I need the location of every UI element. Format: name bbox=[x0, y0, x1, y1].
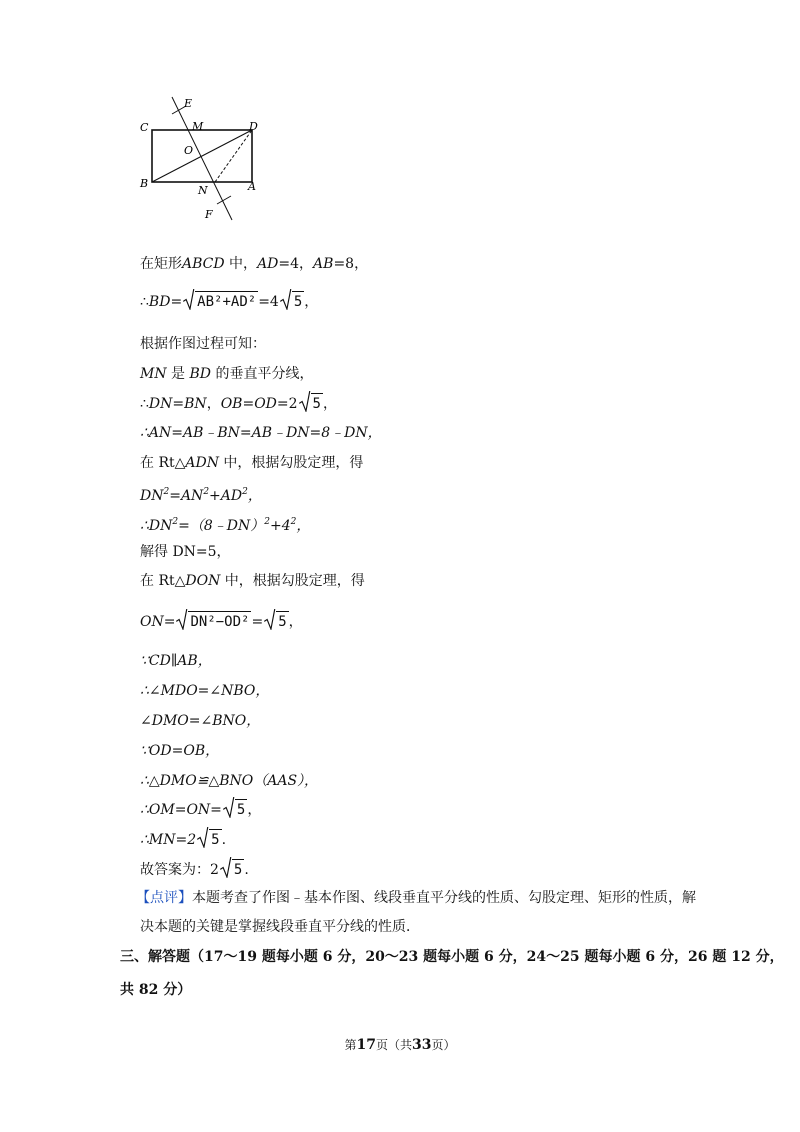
label-e: E bbox=[184, 97, 193, 110]
solution-line-19: ∴MN=2 5 . bbox=[140, 829, 226, 850]
label-a: A bbox=[248, 180, 256, 193]
solution-line-17: ∴△DMO≌△BNO（AAS）， bbox=[140, 773, 319, 789]
comment-line-2: 决本题的关键是掌握线段垂直平分线的性质． bbox=[140, 919, 420, 935]
radical-5: 5 bbox=[197, 829, 221, 850]
radical-sign-icon bbox=[299, 391, 311, 412]
label-d: D bbox=[249, 120, 258, 133]
solution-line-13: ∵CD∥AB， bbox=[140, 653, 212, 669]
radical-dn-od: DN²−OD² bbox=[176, 611, 251, 632]
solution-line-14: ∴∠MDO=∠NBO， bbox=[140, 683, 270, 699]
radical-sign-icon bbox=[220, 857, 232, 878]
radical-sign-icon bbox=[280, 289, 292, 310]
label-m: M bbox=[192, 120, 204, 133]
section-heading-line-1: 三、解答题（17～19 题每小题 6 分，20～23 题每小题 6 分，24～25 题每小题 6 分，26 题 12 分， bbox=[120, 949, 784, 965]
solution-line-4: MN 是 BD 的垂直平分线， bbox=[140, 366, 314, 382]
label-b: B bbox=[140, 177, 149, 190]
radical-5: 5 bbox=[299, 393, 323, 414]
solution-line-18: ∴OM=ON= 5 ， bbox=[140, 799, 261, 820]
total-pages: 33 bbox=[412, 1037, 432, 1053]
comment-line-1: 【点评】本题考查了作图﹣基本作图、线段垂直平分线的性质、勾股定理、矩形的性质，解 bbox=[136, 890, 696, 906]
label-n: N bbox=[198, 184, 208, 197]
radical-sign-icon bbox=[176, 609, 188, 630]
section-heading-line-2: 共 82 分） bbox=[120, 982, 192, 998]
solution-line-11: 在 Rt△DON 中，根据勾股定理，得 bbox=[140, 573, 365, 589]
solution-line-3: 根据作图过程可知： bbox=[140, 336, 266, 352]
page-footer: 第17页（共33页） bbox=[344, 1037, 456, 1053]
label-f: F bbox=[205, 208, 213, 221]
label-o: O bbox=[184, 144, 194, 157]
diagonal-bd bbox=[152, 130, 252, 182]
label-c: C bbox=[140, 121, 149, 134]
radical-ab-ad: AB²+AD² bbox=[183, 291, 258, 312]
radical-sign-icon bbox=[183, 289, 195, 310]
solution-line-2: ∴BD= AB²+AD² =4 5 ， bbox=[140, 291, 318, 312]
solution-line-1: 在矩形ABCD 中，AD=4，AB=8， bbox=[140, 256, 369, 272]
radical-5: 5 bbox=[280, 291, 304, 312]
radical-5: 5 bbox=[223, 799, 247, 820]
page-number: 17 bbox=[356, 1037, 376, 1053]
solution-line-15: ∠DMO=∠BNO， bbox=[140, 713, 261, 729]
radical-5: 5 bbox=[264, 611, 288, 632]
line-ef bbox=[172, 97, 232, 220]
radical-sign-icon bbox=[223, 797, 235, 818]
solution-line-16: ∵OD=OB， bbox=[140, 743, 220, 759]
solution-line-9: $\therefore DN^2=(8﹣DN)^2+4^2$， bbox=[140, 517, 311, 534]
radical-sign-icon bbox=[264, 609, 276, 630]
solution-line-20: 故答案为：2 5 . bbox=[140, 859, 249, 880]
radical-sign-icon bbox=[197, 827, 209, 848]
radical-5: 5 bbox=[220, 859, 244, 880]
solution-line-5: ∴DN=BN，OB=OD=2 5 ， bbox=[140, 393, 337, 414]
solution-line-8: $DN^2=AN^2+AD^2$， bbox=[140, 487, 262, 504]
solution-line-12: ON= DN²−OD² = 5 ， bbox=[140, 611, 303, 632]
comment-tag: 【点评】 bbox=[136, 890, 192, 906]
solution-line-7: 在 Rt△ADN 中，根据勾股定理，得 bbox=[140, 455, 364, 471]
geometry-figure bbox=[132, 92, 272, 227]
segment-dn bbox=[215, 130, 252, 182]
solution-line-6: ∴AN=AB﹣BN=AB﹣DN=8﹣DN， bbox=[140, 425, 382, 441]
solution-line-10: 解得 DN=5， bbox=[140, 544, 231, 560]
